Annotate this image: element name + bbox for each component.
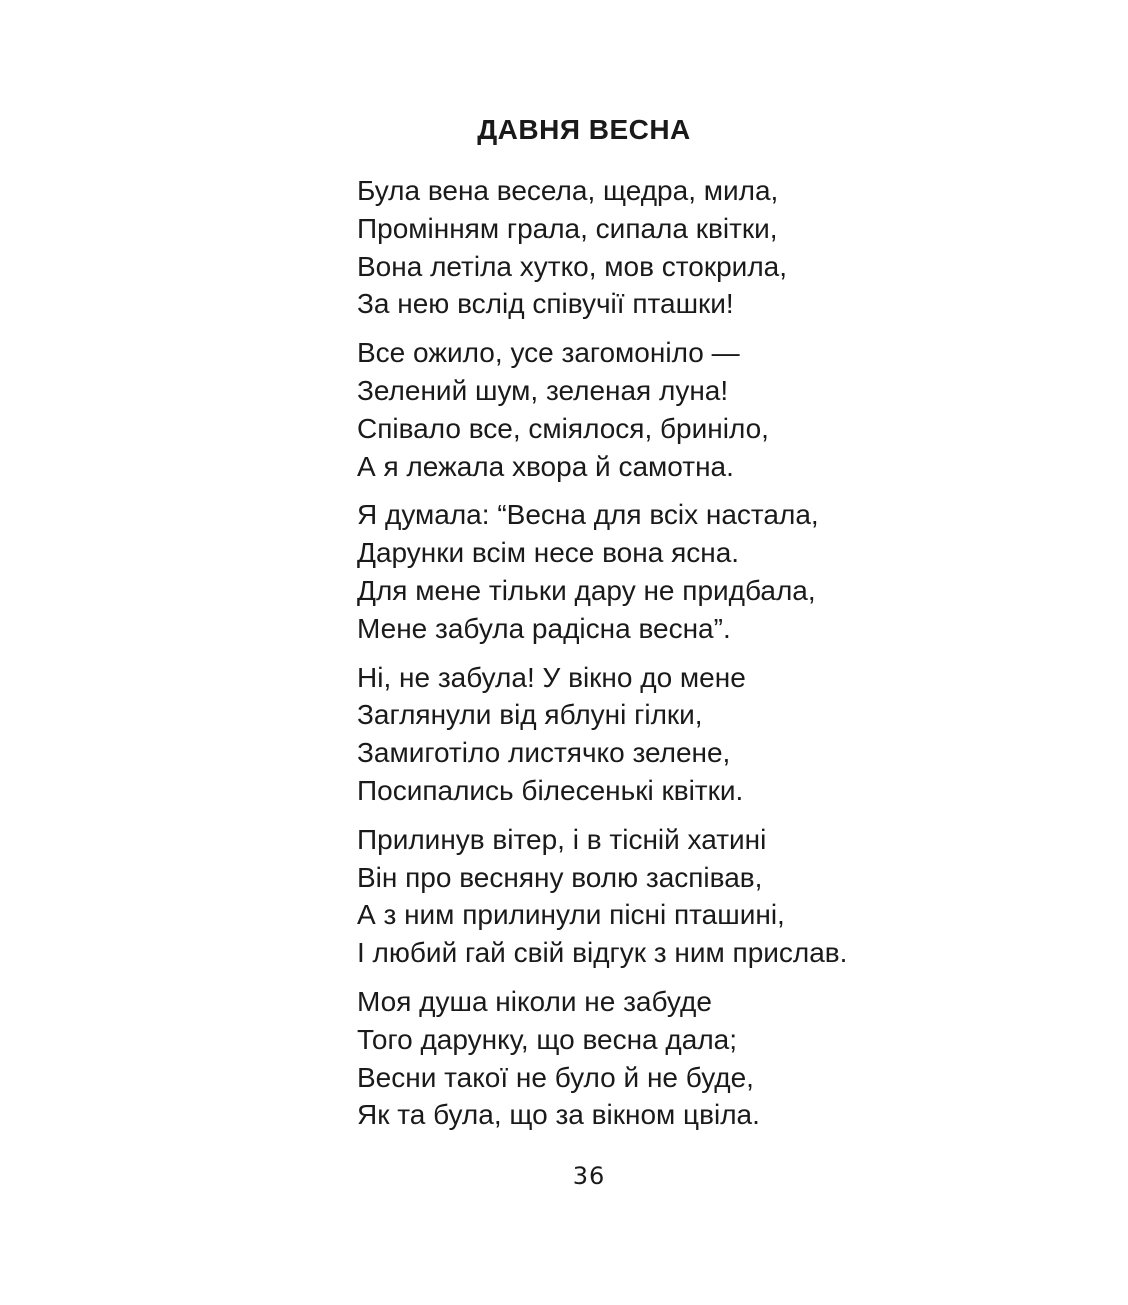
poem-line: А з ним прилинули пісні пташині, <box>357 899 785 931</box>
poem-line: Як та була, що за вікном цвіла. <box>357 1099 760 1131</box>
poem-line: Вона летіла хутко, мов стокрила, <box>357 250 788 282</box>
poem-body <box>357 172 847 1145</box>
poem-line: Мене забула радісна весна”. <box>357 612 731 644</box>
stanza-1 <box>357 172 847 323</box>
page-number: 36 <box>572 1162 606 1190</box>
poem-line: Співало все, сміялося, бриніло, <box>357 412 769 444</box>
poem-line: Для мене тільки дару не придбала, <box>357 574 816 606</box>
poem-line: Я думала: “Весна для всіх настала, <box>357 499 819 531</box>
poem-title: ДАВНЯ ВЕСНА <box>477 114 691 145</box>
poem-line: Він про весняну волю заспівав, <box>357 861 763 893</box>
poem-line: Моя душа ніколи не забуде <box>357 985 712 1017</box>
poem-line: Заглянули від яблуні гілки, <box>357 699 703 731</box>
poem-line: Прилинув вітер, і в тісній хатині <box>357 823 767 855</box>
poem-line: Зелений шум, зеленая луна! <box>357 374 729 406</box>
poem-line: Весни такої не було й не буде, <box>357 1061 754 1093</box>
poem-line: Була вена весела, щедра, мила, <box>357 175 779 206</box>
stanza-6 <box>357 983 847 1134</box>
poem-line: Промінням грала, сипала квітки, <box>357 212 778 244</box>
poem-line: Посипались білесенькі квітки. <box>357 774 744 806</box>
poem-line: За нею вслід співучії пташки! <box>357 288 734 320</box>
poem-line: І любий гай свій відгук з ним прислав. <box>357 937 848 969</box>
poem-line: Ні, не забула! У вікно до мене <box>357 661 746 693</box>
poem-line: Дарунки всім несе вона ясна. <box>357 537 740 569</box>
stanza-3 <box>357 496 847 647</box>
stanza-4 <box>357 659 847 810</box>
stanza-5 <box>357 821 847 972</box>
poem-line: А я лежала хвора й самотна. <box>357 450 734 482</box>
poem-line: Замиготіло листячко зелене, <box>357 737 731 769</box>
stanza-2 <box>357 334 847 485</box>
poem-line: Все ожило, усе загомоніло — <box>357 337 740 369</box>
poem-line: Того дарунку, що весна дала; <box>357 1023 738 1055</box>
